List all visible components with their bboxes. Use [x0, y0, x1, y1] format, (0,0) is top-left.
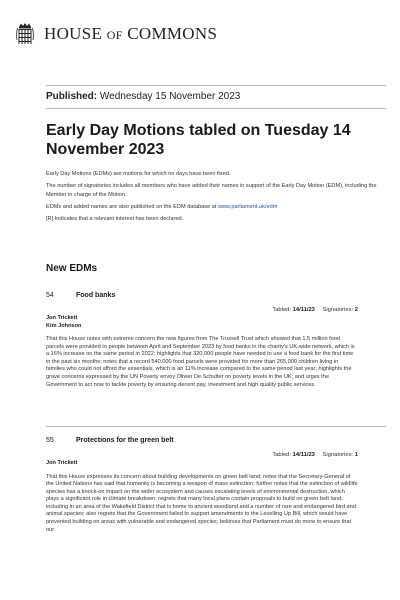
intro-paragraph-1: Early Day Motions (EDMs) are motions for which no days have been fixed. [46, 171, 231, 177]
org-name [44, 24, 217, 44]
motion-header [46, 292, 358, 306]
page-title: Early Day Motions tabled on Tuesday 14 November 2023 [46, 122, 351, 158]
tabled-label: Tabled: [272, 307, 292, 313]
motion-number: 54 [46, 292, 54, 299]
motion-header [46, 437, 358, 451]
signatories-count: 2 [354, 307, 358, 313]
motion-item [46, 437, 358, 534]
tabled-date: 14/11/23 [292, 452, 315, 458]
published-line [46, 91, 240, 102]
motion-divider [46, 426, 386, 427]
intro-paragraph-2: The number of signatories includes all members who have added their names in support of the Early Day Motion (EDM), including the Member in charge of the Motion. [46, 183, 377, 198]
site-header [14, 20, 217, 48]
edm-database-link[interactable]: www.parliament.uk/edm [217, 203, 278, 210]
sponsor-name: Jon Trickett [46, 315, 78, 321]
intro-paragraph-3 [46, 203, 382, 212]
intro-paragraph-4: [R] Indicates that a relevant interest has been declared. [46, 215, 184, 222]
tabled-date: 14/11/23 [292, 307, 315, 313]
org-name-of: OF [106, 28, 123, 42]
motion-title[interactable]: Food banks [76, 292, 116, 299]
motion-meta [46, 451, 358, 460]
motion-meta [46, 306, 358, 315]
motion-title[interactable]: Protections for the green belt [76, 437, 174, 444]
divider-top [46, 85, 386, 86]
tabled-label: Tabled: [272, 452, 292, 458]
signatories-count: 1 [354, 452, 358, 458]
motion-item [46, 292, 358, 389]
divider-published [46, 108, 386, 109]
portcullis-icon [14, 22, 36, 46]
section-heading-new-edms: New EDMs [46, 263, 98, 274]
signatories-label: Signatories: [322, 307, 354, 313]
org-name-house: HOUSE [44, 24, 103, 43]
signatories-label: Signatories: [322, 452, 354, 458]
motion-sponsors [46, 460, 358, 468]
motion-body: That this House expresses its concern about building developments on green belt land; notes that the Secretary-General of the United Nations has said that humanity is becoming a weapon of mass extinction; further notes that the extinction of wildlife species has a knock-on impact on the wider ecosystem and causes escalating levels of environmental destruction, which plays a significant role in climate breakdown; regrets that many local plans contain proposals to build on green belt land, including in an area of the Wakefield District that is home to ancient woodland and a number of rare and endangered bird and animal species; also regrets that the Government failed to support amendments to the Levelling Up Bill, which would have prevented building on areas with vulnerable and endangered species; believes that Parliament must do more to ensure that our [46, 473, 358, 533]
org-name-commons: COMMONS [127, 24, 218, 43]
sponsor-name: Jon Trickett [46, 460, 78, 466]
sponsor-name: Kim Johnson [46, 322, 82, 329]
motion-sponsors [46, 315, 358, 330]
intro-block [46, 170, 382, 227]
published-label: Published: [46, 91, 98, 102]
intro-paragraph-3-text: EDMs and added names are also published on the EDM database at [46, 203, 217, 210]
published-date: Wednesday 15 November 2023 [99, 91, 241, 102]
motion-number: 55 [46, 437, 54, 444]
motion-body: That this House notes with extreme concern the new figures from The Trussell Trust which showed that 1.5 million food parcels were provided to people between April and September 2023 by food banks in the charity's UK-wide network, which is a 16% increase on the same period in 2022; highlights that 320,000 people have needed to use a food bank for the first time in the past six months; notes that a record 540,000 food parcels were provided for more than 265,000 children living in families who could not afford the essentials, which is an 11% increase compared to the same period last year; highlights the grave concerns expressed by the UN Poverty envoy Olivier De Schutter on poverty levels in the UK; and urges the Government to act now to tackle poverty by ensuring decent pay, investment and high quality public services. [46, 336, 355, 388]
